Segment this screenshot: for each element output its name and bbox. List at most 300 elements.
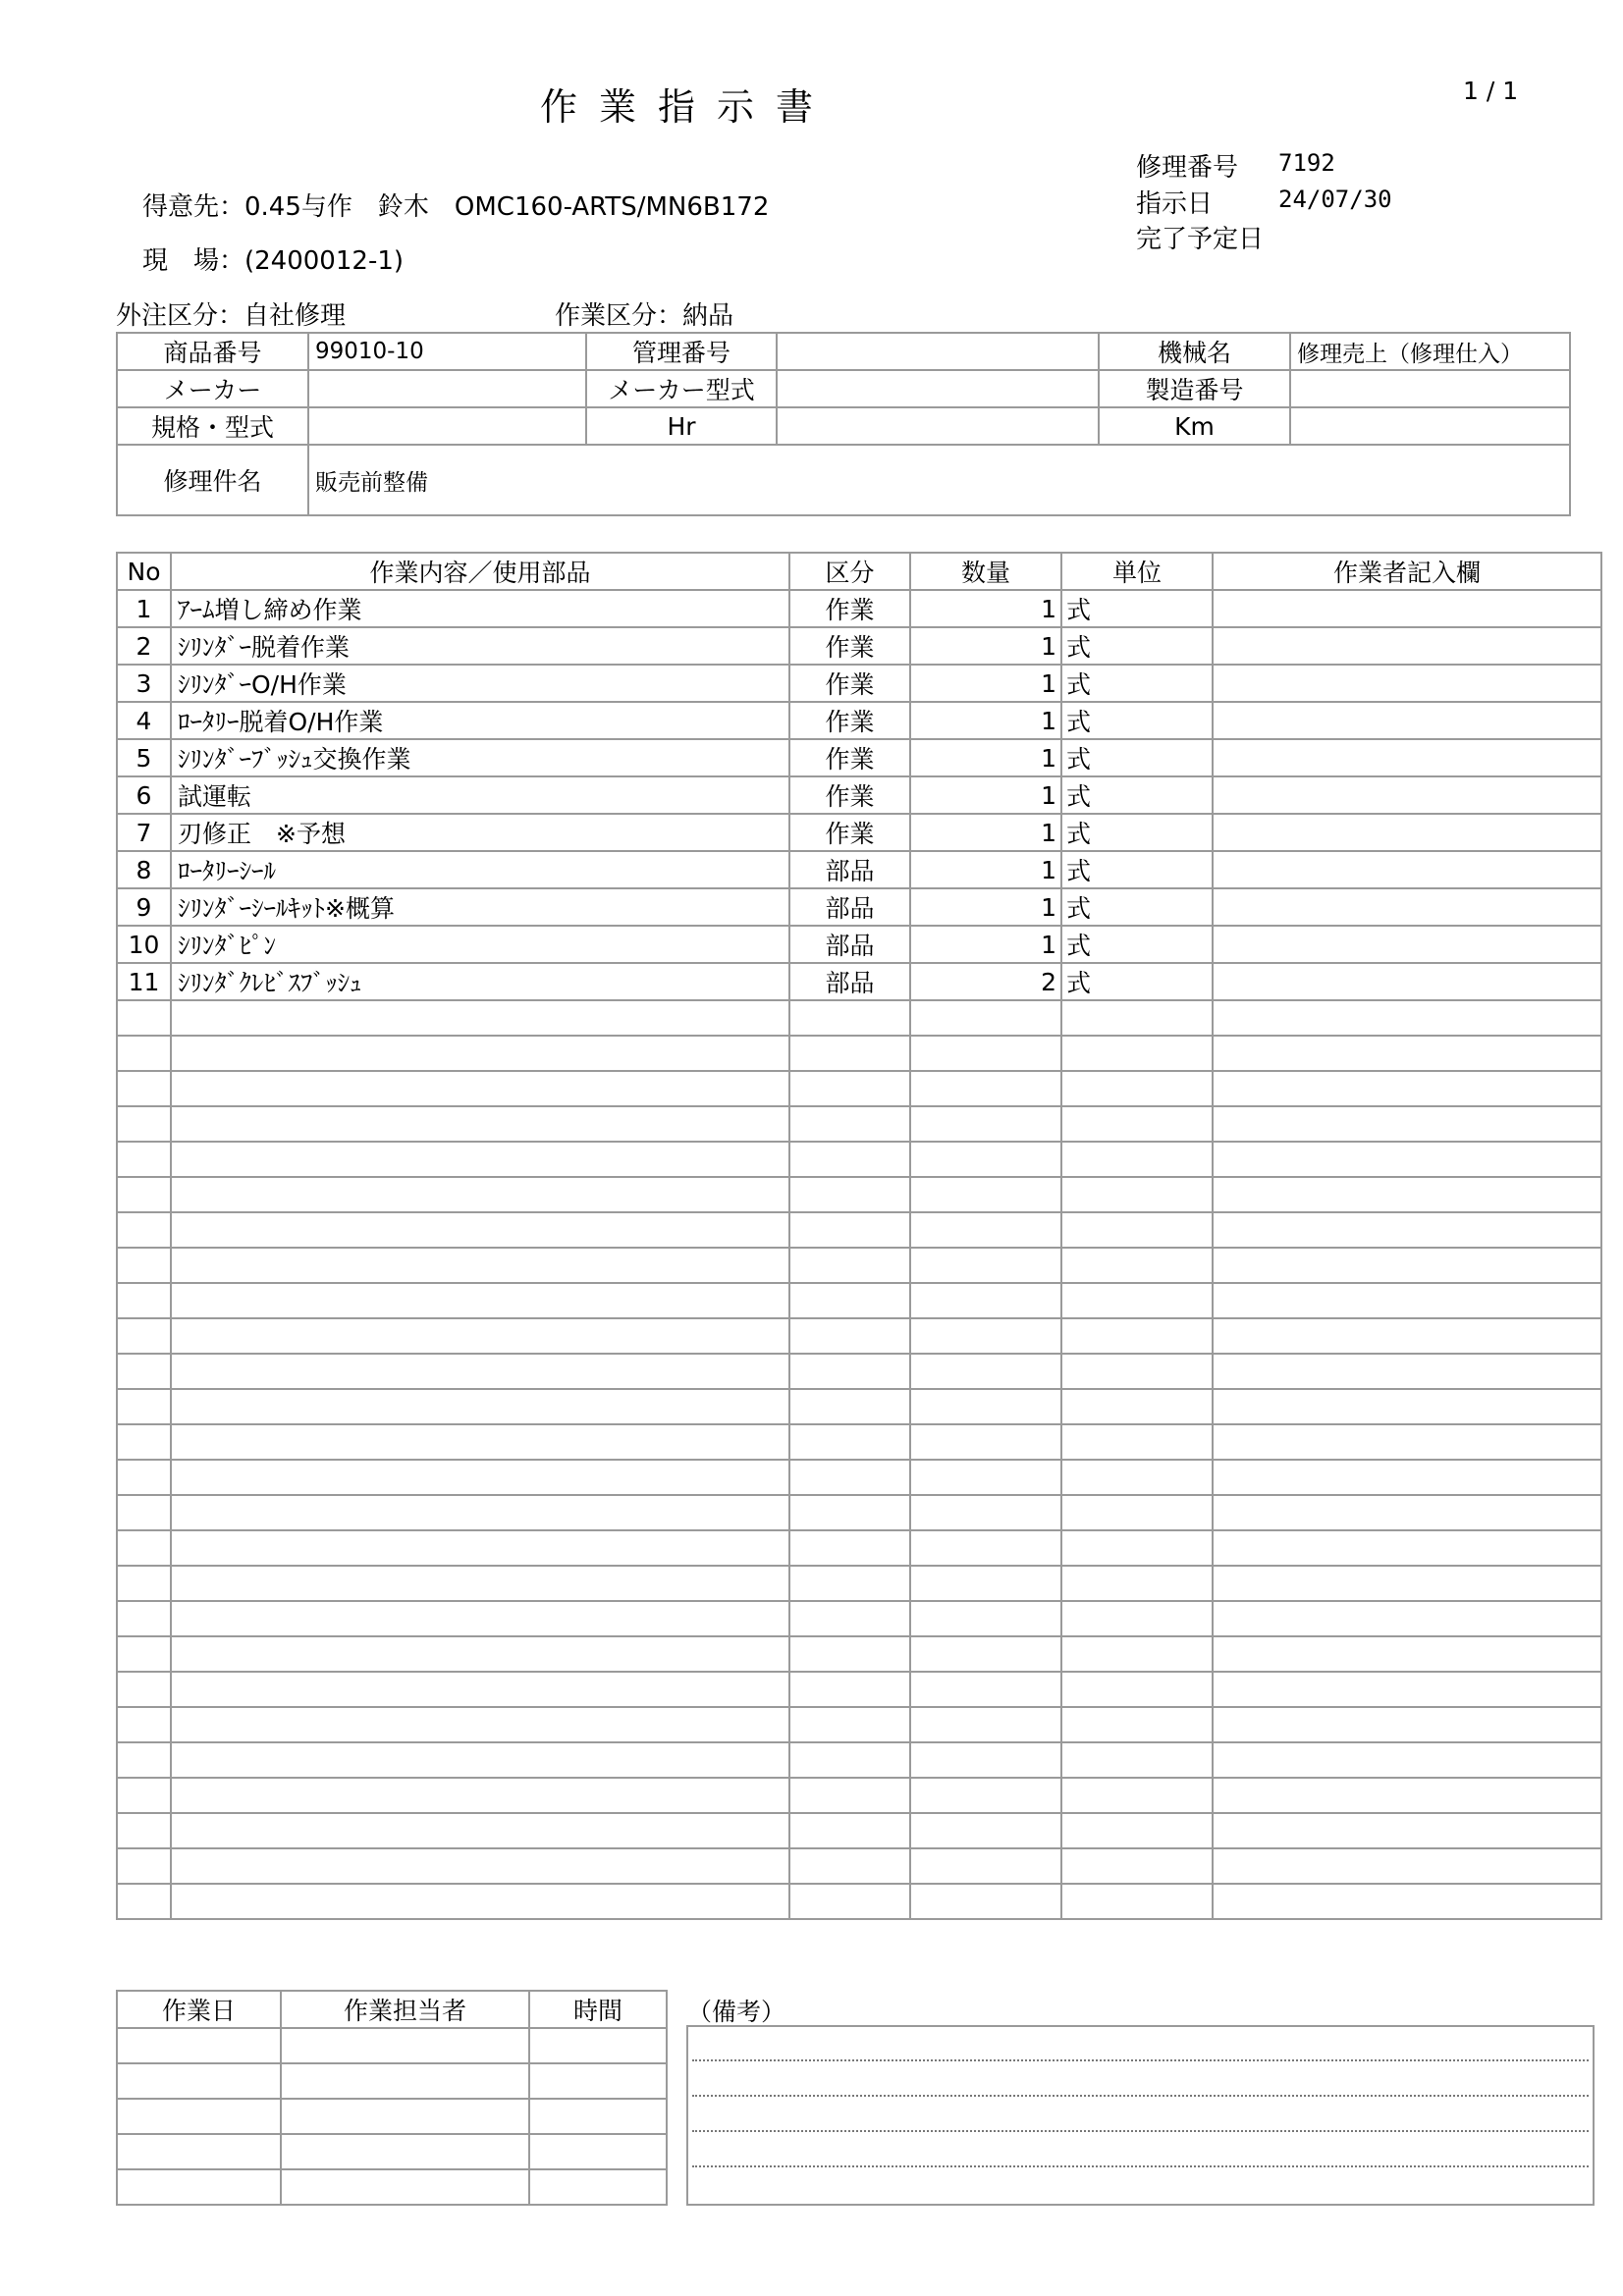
table-row (117, 963, 1601, 1000)
table-row (117, 851, 1601, 888)
cell-qty (910, 1248, 1061, 1283)
cell-qty: 1 (910, 627, 1061, 665)
cell-qty (910, 1813, 1061, 1848)
document-title: 作業指示書 (539, 85, 835, 129)
cell-kubun: 作業 (789, 814, 910, 851)
col-header-unit: 単位 (1061, 553, 1213, 590)
cell-note (1213, 963, 1601, 1000)
cell-kubun: 部品 (789, 963, 910, 1000)
cell-content (171, 1707, 789, 1742)
cell-qty: 1 (910, 665, 1061, 702)
log-cell-worker (281, 2099, 529, 2134)
cell-qty: 1 (910, 776, 1061, 814)
cell-kubun (789, 1707, 910, 1742)
table-row (117, 1778, 1601, 1813)
log-row (117, 2169, 667, 2205)
cell-qty (910, 1601, 1061, 1636)
table-row (117, 1106, 1601, 1142)
cell-kubun: 作業 (789, 665, 910, 702)
cell-content: ﾛｰﾀﾘｰｼｰﾙ (171, 851, 789, 888)
cell-kubun (789, 1036, 910, 1071)
cell-no (117, 1672, 171, 1707)
cell-no (117, 1248, 171, 1283)
cell-content (171, 1566, 789, 1601)
cell-content (171, 1601, 789, 1636)
cell-content: ｼﾘﾝﾀﾞｰｼｰﾙｷｯﾄ※概算 (171, 888, 789, 926)
cell-no: 2 (117, 627, 171, 665)
instruction-date-label: 指示日 (1136, 189, 1214, 219)
cell-note (1213, 1177, 1601, 1212)
cell-unit (1061, 1283, 1213, 1318)
cell-no (117, 1813, 171, 1848)
cell-kubun (789, 1530, 910, 1566)
cell-content: ｼﾘﾝﾀﾞｰ脱着作業 (171, 627, 789, 665)
cell-content (171, 1778, 789, 1813)
cell-content (171, 1248, 789, 1283)
serial-label: 製造番号 (1099, 370, 1290, 407)
cell-note (1213, 1460, 1601, 1495)
cell-unit: 式 (1061, 739, 1213, 776)
cell-kubun: 部品 (789, 926, 910, 963)
cell-kubun (789, 1460, 910, 1495)
table-row (117, 1036, 1601, 1071)
cell-kubun (789, 1601, 910, 1636)
log-cell-time (529, 2169, 667, 2205)
remarks-line (692, 2130, 1589, 2132)
table-row (117, 1530, 1601, 1566)
table-row (117, 1742, 1601, 1778)
cell-no (117, 1495, 171, 1530)
remarks-line (692, 2095, 1589, 2097)
cell-qty (910, 1424, 1061, 1460)
table-row (117, 1212, 1601, 1248)
cell-kubun: 部品 (789, 888, 910, 926)
cell-content (171, 1813, 789, 1848)
cell-unit: 式 (1061, 963, 1213, 1000)
cell-kubun (789, 1318, 910, 1354)
cell-note (1213, 1000, 1601, 1036)
cell-unit: 式 (1061, 814, 1213, 851)
cell-note (1213, 776, 1601, 814)
cell-kubun (789, 1000, 910, 1036)
cell-note (1213, 1495, 1601, 1530)
cell-no (117, 1636, 171, 1672)
cell-no (117, 1283, 171, 1318)
cell-note (1213, 1212, 1601, 1248)
cell-qty (910, 1707, 1061, 1742)
cell-no (117, 1389, 171, 1424)
work-items-table (116, 552, 1602, 1920)
log-header-date: 作業日 (117, 1991, 281, 2028)
cell-no (117, 1142, 171, 1177)
cell-qty (910, 1142, 1061, 1177)
table-row (117, 888, 1601, 926)
work-log-table (116, 1990, 668, 2206)
subject-label: 修理件名 (117, 445, 308, 515)
cell-kubun (789, 1354, 910, 1389)
hr-label: Hr (586, 407, 777, 445)
cell-unit (1061, 1212, 1213, 1248)
cell-unit (1061, 1495, 1213, 1530)
cell-qty: 1 (910, 590, 1061, 627)
cell-kubun (789, 1566, 910, 1601)
cell-qty (910, 1848, 1061, 1884)
cell-unit (1061, 1530, 1213, 1566)
cell-note (1213, 1672, 1601, 1707)
log-row (117, 2028, 667, 2063)
cell-no (117, 1177, 171, 1212)
cell-note (1213, 1601, 1601, 1636)
table-row (117, 1566, 1601, 1601)
cell-kubun: 作業 (789, 739, 910, 776)
cell-content (171, 1000, 789, 1036)
table-row (117, 1636, 1601, 1672)
table-row (117, 1318, 1601, 1354)
cell-qty (910, 1495, 1061, 1530)
mgmt-no-value (777, 333, 1099, 370)
cell-note (1213, 1530, 1601, 1566)
table-row (117, 1813, 1601, 1848)
cell-no (117, 1530, 171, 1566)
cell-note (1213, 1636, 1601, 1672)
log-header-worker: 作業担当者 (281, 1991, 529, 2028)
cell-note (1213, 1778, 1601, 1813)
cell-unit (1061, 1742, 1213, 1778)
cell-no (117, 1884, 171, 1919)
cell-qty (910, 1530, 1061, 1566)
machine-name-value: 修理売上（修理仕入） (1290, 333, 1570, 370)
table-row (117, 1884, 1601, 1919)
cell-no (117, 1354, 171, 1389)
cell-unit (1061, 1672, 1213, 1707)
cell-note (1213, 814, 1601, 851)
cell-note (1213, 1707, 1601, 1742)
cell-content (171, 1742, 789, 1778)
cell-qty: 2 (910, 963, 1061, 1000)
col-header-content: 作業内容／使用部品 (171, 553, 789, 590)
table-row (117, 814, 1601, 851)
cell-content: ｼﾘﾝﾀﾞｰO/H作業 (171, 665, 789, 702)
cell-note (1213, 1566, 1601, 1601)
cell-no: 3 (117, 665, 171, 702)
cell-qty (910, 1354, 1061, 1389)
cell-unit (1061, 1636, 1213, 1672)
cell-no (117, 1000, 171, 1036)
cell-note (1213, 1848, 1601, 1884)
cell-kubun: 作業 (789, 590, 910, 627)
cell-unit (1061, 1460, 1213, 1495)
cell-kubun (789, 1636, 910, 1672)
cell-kubun (789, 1672, 910, 1707)
cell-unit: 式 (1061, 776, 1213, 814)
completion-date-label: 完了予定日 (1136, 225, 1265, 254)
cell-qty (910, 1636, 1061, 1672)
cell-unit (1061, 1318, 1213, 1354)
cell-content (171, 1142, 789, 1177)
cell-kubun (789, 1813, 910, 1848)
cell-kubun (789, 1283, 910, 1318)
work-classification: 作業区分：納品 (555, 301, 734, 331)
table-row (117, 1389, 1601, 1424)
remarks-line (692, 2059, 1589, 2061)
cell-content: ﾛｰﾀﾘｰ脱着O/H作業 (171, 702, 789, 739)
cell-content (171, 1212, 789, 1248)
cell-kubun (789, 1848, 910, 1884)
cell-no: 11 (117, 963, 171, 1000)
serial-value (1290, 370, 1570, 407)
maker-label: メーカー (117, 370, 308, 407)
table-row (117, 702, 1601, 739)
log-cell-time (529, 2134, 667, 2169)
cell-qty (910, 1672, 1061, 1707)
table-row (117, 1354, 1601, 1389)
cell-note (1213, 1354, 1601, 1389)
cell-no: 10 (117, 926, 171, 963)
cell-no: 1 (117, 590, 171, 627)
cell-content (171, 1177, 789, 1212)
log-header-time: 時間 (529, 1991, 667, 2028)
cell-no: 5 (117, 739, 171, 776)
cell-note (1213, 1424, 1601, 1460)
cell-unit (1061, 1000, 1213, 1036)
cell-no: 4 (117, 702, 171, 739)
cell-unit (1061, 1071, 1213, 1106)
cell-unit (1061, 1566, 1213, 1601)
cell-kubun (789, 1424, 910, 1460)
cell-content (171, 1884, 789, 1919)
cell-kubun (789, 1177, 910, 1212)
machine-name-label: 機械名 (1099, 333, 1290, 370)
cell-note (1213, 1318, 1601, 1354)
cell-note (1213, 702, 1601, 739)
cell-no (117, 1106, 171, 1142)
cell-content (171, 1530, 789, 1566)
work-items-body (117, 590, 1601, 1919)
cell-kubun: 部品 (789, 851, 910, 888)
cell-unit (1061, 1424, 1213, 1460)
outsourcing-classification: 外注区分：自社修理 (116, 301, 347, 331)
cell-kubun (789, 1884, 910, 1919)
cell-qty (910, 1071, 1061, 1106)
mgmt-no-label: 管理番号 (586, 333, 777, 370)
cell-content (171, 1636, 789, 1672)
cell-kubun (789, 1778, 910, 1813)
cell-content (171, 1354, 789, 1389)
table-row (117, 1283, 1601, 1318)
cell-content: 試運転 (171, 776, 789, 814)
cell-note (1213, 1742, 1601, 1778)
client-line: 得意先：0.45与作 鈴木 OMC160-ARTS/MN6B172 (142, 192, 770, 222)
remarks-line (692, 2165, 1589, 2167)
cell-qty: 1 (910, 702, 1061, 739)
table-row (117, 1177, 1601, 1212)
cell-unit: 式 (1061, 926, 1213, 963)
log-cell-date (117, 2063, 281, 2099)
cell-no: 8 (117, 851, 171, 888)
site-line: 現 場：(2400012-1) (142, 246, 405, 276)
cell-kubun: 作業 (789, 627, 910, 665)
cell-unit (1061, 1601, 1213, 1636)
cell-qty: 1 (910, 814, 1061, 851)
cell-qty (910, 1000, 1061, 1036)
cell-content (171, 1036, 789, 1071)
cell-unit: 式 (1061, 590, 1213, 627)
cell-qty (910, 1283, 1061, 1318)
cell-content (171, 1318, 789, 1354)
cell-note (1213, 926, 1601, 963)
cell-content (171, 1283, 789, 1318)
log-row (117, 2134, 667, 2169)
cell-kubun (789, 1071, 910, 1106)
table-row (117, 1142, 1601, 1177)
table-row (117, 739, 1601, 776)
cell-unit: 式 (1061, 851, 1213, 888)
cell-note (1213, 1106, 1601, 1142)
cell-unit (1061, 1036, 1213, 1071)
table-row (117, 1424, 1601, 1460)
cell-unit (1061, 1813, 1213, 1848)
cell-note (1213, 851, 1601, 888)
cell-content: ｼﾘﾝﾀﾞｸﾚﾋﾞｽﾌﾞｯｼｭ (171, 963, 789, 1000)
cell-content (171, 1424, 789, 1460)
maker-value (308, 370, 586, 407)
table-row (117, 776, 1601, 814)
cell-content (171, 1672, 789, 1707)
table-row (117, 1248, 1601, 1283)
cell-kubun (789, 1142, 910, 1177)
cell-note (1213, 888, 1601, 926)
machine-info-table (116, 332, 1571, 516)
log-row (117, 2063, 667, 2099)
cell-qty (910, 1742, 1061, 1778)
cell-kubun (789, 1212, 910, 1248)
repair-no-label: 修理番号 (1136, 153, 1239, 183)
cell-no (117, 1460, 171, 1495)
cell-note (1213, 1389, 1601, 1424)
cell-no: 6 (117, 776, 171, 814)
cell-note (1213, 627, 1601, 665)
cell-unit (1061, 1707, 1213, 1742)
cell-no (117, 1742, 171, 1778)
cell-qty: 1 (910, 926, 1061, 963)
table-row (117, 627, 1601, 665)
col-header-worker-notes: 作業者記入欄 (1213, 553, 1601, 590)
log-cell-date (117, 2028, 281, 2063)
table-row (117, 590, 1601, 627)
cell-content (171, 1071, 789, 1106)
product-no-value: 99010-10 (308, 333, 586, 370)
maker-model-label: メーカー型式 (586, 370, 777, 407)
log-cell-time (529, 2063, 667, 2099)
table-row (117, 1672, 1601, 1707)
cell-content (171, 1495, 789, 1530)
log-cell-time (529, 2028, 667, 2063)
cell-kubun (789, 1106, 910, 1142)
log-cell-date (117, 2099, 281, 2134)
cell-unit (1061, 1142, 1213, 1177)
cell-no: 9 (117, 888, 171, 926)
cell-unit: 式 (1061, 627, 1213, 665)
cell-note (1213, 665, 1601, 702)
cell-note (1213, 1248, 1601, 1283)
table-row (117, 926, 1601, 963)
cell-qty: 1 (910, 739, 1061, 776)
cell-note (1213, 1142, 1601, 1177)
cell-kubun: 作業 (789, 702, 910, 739)
table-row (117, 1460, 1601, 1495)
cell-note (1213, 739, 1601, 776)
cell-kubun (789, 1742, 910, 1778)
cell-content (171, 1848, 789, 1884)
cell-qty (910, 1778, 1061, 1813)
log-cell-worker (281, 2028, 529, 2063)
cell-unit (1061, 1884, 1213, 1919)
table-row (117, 1071, 1601, 1106)
cell-content: 刃修正 ※予想 (171, 814, 789, 851)
table-row (117, 1707, 1601, 1742)
cell-unit: 式 (1061, 665, 1213, 702)
cell-no (117, 1778, 171, 1813)
cell-no (117, 1424, 171, 1460)
log-row (117, 2099, 667, 2134)
cell-note (1213, 590, 1601, 627)
cell-kubun (789, 1495, 910, 1530)
cell-unit: 式 (1061, 702, 1213, 739)
cell-unit (1061, 1848, 1213, 1884)
log-cell-date (117, 2134, 281, 2169)
cell-qty: 1 (910, 888, 1061, 926)
table-row (117, 1000, 1601, 1036)
col-header-qty: 数量 (910, 553, 1061, 590)
cell-no (117, 1071, 171, 1106)
cell-no (117, 1707, 171, 1742)
cell-no (117, 1566, 171, 1601)
cell-qty (910, 1460, 1061, 1495)
remarks-label: （備考） (687, 1998, 786, 2026)
log-cell-worker (281, 2134, 529, 2169)
cell-kubun (789, 1389, 910, 1424)
cell-qty (910, 1318, 1061, 1354)
km-label: Km (1099, 407, 1290, 445)
spec-label: 規格・型式 (117, 407, 308, 445)
product-no-label: 商品番号 (117, 333, 308, 370)
table-row (117, 665, 1601, 702)
work-log-body (117, 2028, 667, 2205)
cell-qty (910, 1389, 1061, 1424)
instruction-date-value: 24/07/30 (1278, 186, 1392, 213)
cell-content: ｼﾘﾝﾀﾞｰﾌﾞｯｼｭ交換作業 (171, 739, 789, 776)
col-header-no: No (117, 553, 171, 590)
subject-value: 販売前整備 (308, 445, 1570, 515)
table-row (117, 1495, 1601, 1530)
cell-kubun (789, 1248, 910, 1283)
log-cell-worker (281, 2169, 529, 2205)
cell-no (117, 1848, 171, 1884)
log-cell-worker (281, 2063, 529, 2099)
cell-unit (1061, 1778, 1213, 1813)
cell-no (117, 1601, 171, 1636)
cell-kubun: 作業 (789, 776, 910, 814)
spec-value (308, 407, 586, 445)
cell-qty (910, 1177, 1061, 1212)
cell-qty (910, 1884, 1061, 1919)
cell-unit: 式 (1061, 888, 1213, 926)
cell-no: 7 (117, 814, 171, 851)
cell-content (171, 1460, 789, 1495)
cell-unit (1061, 1354, 1213, 1389)
cell-note (1213, 1036, 1601, 1071)
maker-model-value (777, 370, 1099, 407)
